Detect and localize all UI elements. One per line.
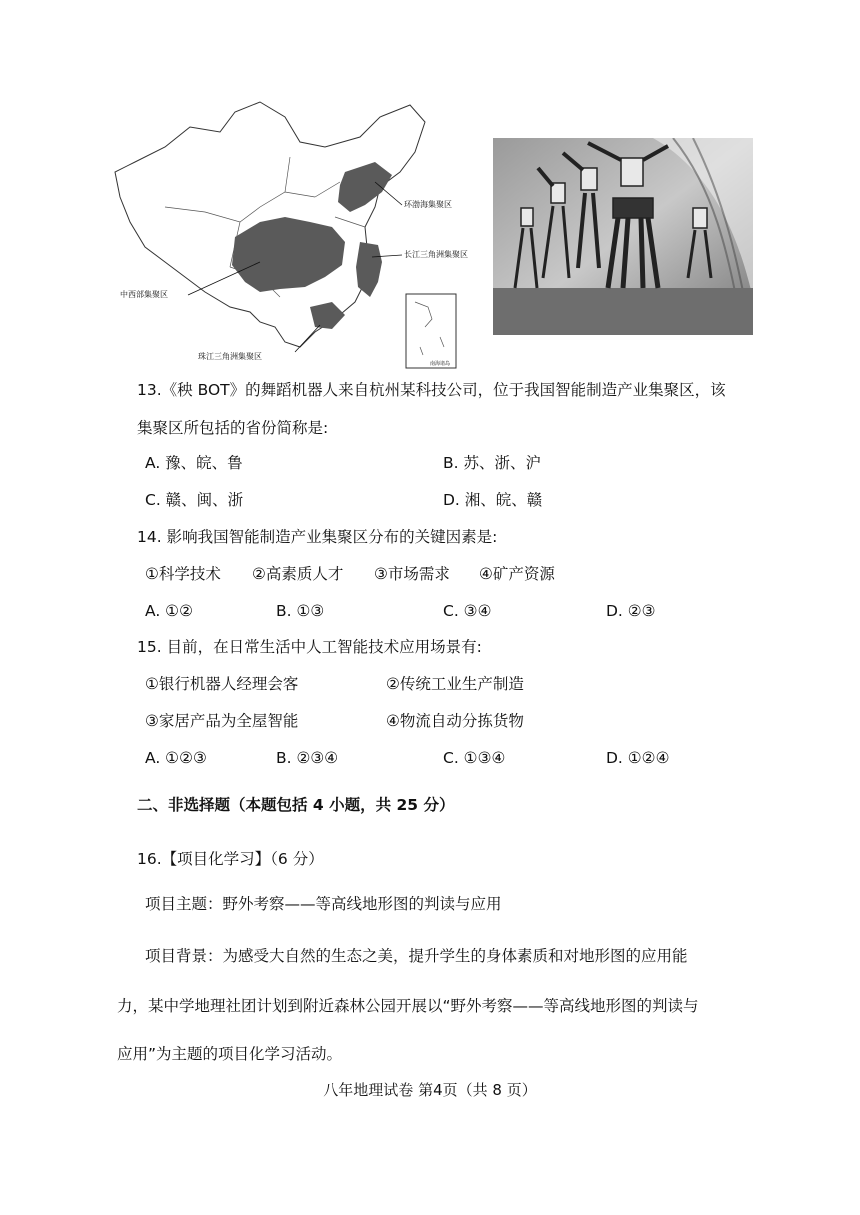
q13-option-a[interactable]: A. 豫、皖、鲁 bbox=[145, 454, 243, 472]
q16-background-line3: 应用”为主题的项目化学习活动。 bbox=[117, 1045, 343, 1063]
central-west-label: 中西部集聚区 bbox=[120, 290, 168, 299]
pearl-label: 珠江三角洲集聚区 bbox=[198, 352, 262, 361]
q16-title: 16.【项目化学习】（6 分） bbox=[137, 850, 324, 868]
q16-theme: 项目主题：野外考察——等高线地形图的判读与应用 bbox=[145, 895, 502, 913]
q15-stem: 15. 目前，在日常生活中人工智能技术应用场景有: bbox=[137, 638, 482, 656]
q14-option-a[interactable]: A. ①② bbox=[145, 602, 193, 620]
q15-option-d[interactable]: D. ①②④ bbox=[606, 749, 670, 767]
q13-option-d[interactable]: D. 湘、皖、赣 bbox=[443, 491, 543, 509]
q13-option-c[interactable]: C. 赣、闽、浙 bbox=[145, 491, 244, 509]
bohai-label: 环渤海集聚区 bbox=[404, 200, 452, 209]
q16-background-line2: 力，某中学地理社团计划到附近森林公园开展以“野外考察——等高线地形图的判读与 bbox=[117, 997, 699, 1015]
q15-option-a[interactable]: A. ①②③ bbox=[145, 749, 207, 767]
q16-background-line1: 项目背景：为感受大自然的生态之美，提升学生的身体素质和对地形图的应用能 bbox=[145, 947, 688, 965]
q15-item-3: ③家居产品为全屋智能 bbox=[145, 712, 299, 730]
q15-item-2: ②传统工业生产制造 bbox=[386, 675, 524, 693]
q14-item-2: ②高素质人才 bbox=[252, 565, 344, 583]
q14-option-b[interactable]: B. ①③ bbox=[276, 602, 325, 620]
q13-option-b[interactable]: B. 苏、浙、沪 bbox=[443, 454, 541, 472]
q14-stem: 14. 影响我国智能制造产业集聚区分布的关键因素是: bbox=[137, 528, 498, 546]
south-sea-inset bbox=[406, 294, 456, 368]
q15-option-b[interactable]: B. ②③④ bbox=[276, 749, 339, 767]
inset-label: 南海诸岛 bbox=[430, 361, 451, 367]
q13-stem-line2: 集聚区所包括的省份简称是: bbox=[137, 419, 329, 437]
q14-option-c[interactable]: C. ③④ bbox=[443, 602, 492, 620]
q13-stem-line1: 13.《秧 BOT》的舞蹈机器人来自杭州某科技公司，位于我国智能制造产业集聚区，该 bbox=[137, 381, 726, 399]
q15-option-c[interactable]: C. ①③④ bbox=[443, 749, 506, 767]
q14-item-1: ①科学技术 bbox=[145, 565, 221, 583]
q14-item-4: ④矿产资源 bbox=[479, 565, 555, 583]
yangtze-label: 长江三角洲集聚区 bbox=[404, 250, 468, 259]
q15-item-1: ①银行机器人经理会客 bbox=[145, 675, 299, 693]
q14-option-d[interactable]: D. ②③ bbox=[606, 602, 656, 620]
q14-item-3: ③市场需求 bbox=[374, 565, 450, 583]
china-cluster-map bbox=[110, 97, 480, 377]
dancing-robots-photo bbox=[493, 138, 753, 335]
section2-title: 二、非选择题（本题包括 4 小题，共 25 分） bbox=[137, 796, 455, 814]
page-footer: 八年地理试卷 第4页（共 8 页） bbox=[323, 1081, 537, 1099]
q15-item-4: ④物流自动分拣货物 bbox=[386, 712, 524, 730]
